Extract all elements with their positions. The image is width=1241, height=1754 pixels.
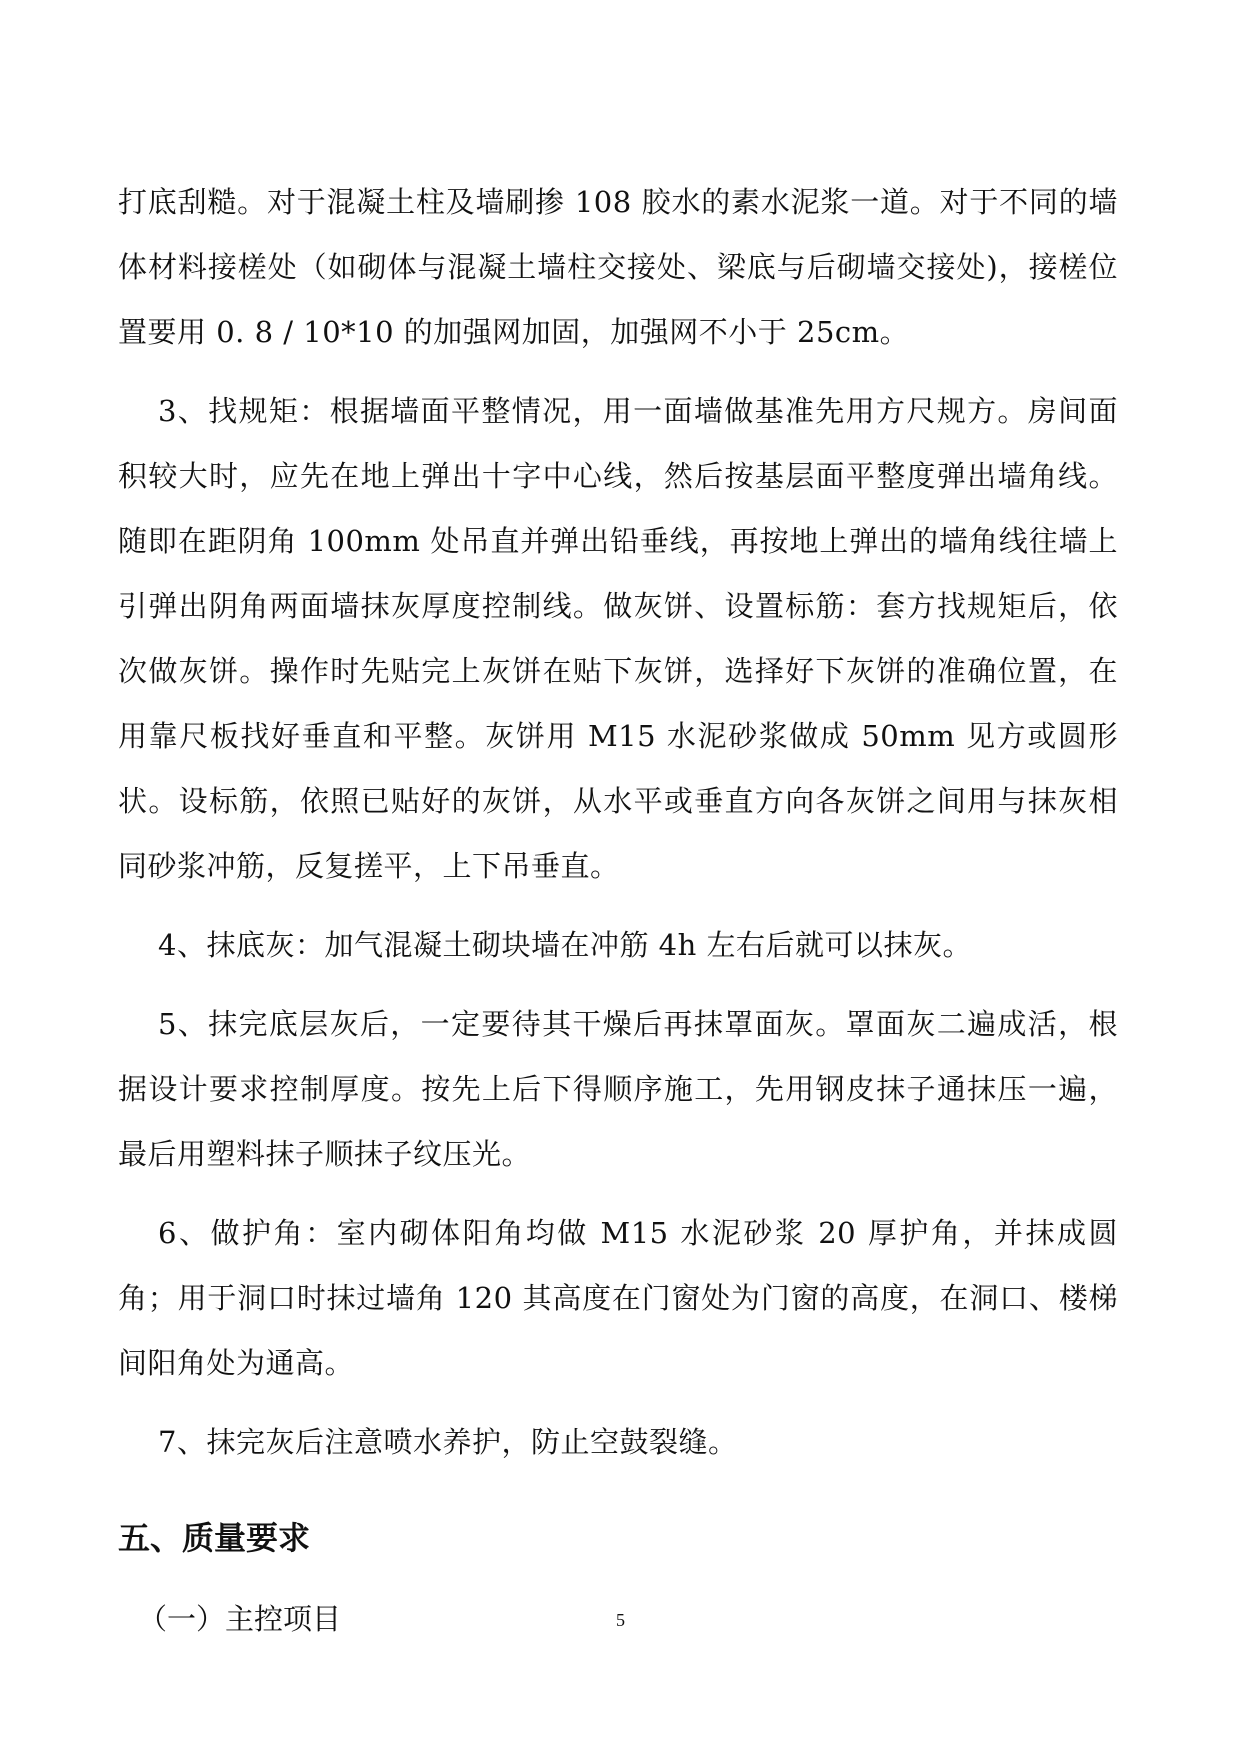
paragraph-step-4: 4、抹底灰：加气混凝土砌块墙在冲筋 4h 左右后就可以抹灰。: [158, 928, 973, 962]
paragraph-step-3: 3、找规矩：根据墙面平整情况，用一面墙做基准先用方尺规方。房间面积较大时，应先在地上弹出十字中心线，然后按基层面平整度弹出墙角线。随即在距阴角 100mm 处吊直并弹出铅垂线，再按地上弹出的墙角线往墙上引弹出阴角两面墙抹灰厚度控制线。做灰饼、设置标筋：套方找规矩后，依次做灰饼。操作时先贴完上灰饼在贴下灰饼，选择好下灰饼的准确位置，在用靠尺板找好垂直和平整。灰饼用 M15 水泥砂浆做成 50mm 见方或圆形状。设标筋，依照已贴好的灰饼，从水平或垂直方向各灰饼之间用与抹灰相同砂浆冲筋，反复搓平，上下吊垂直。: [118, 394, 1118, 883]
sub-heading: （一）主控项目: [138, 1602, 342, 1636]
page-content: [118, 170, 1118, 1652]
page-number: 5: [616, 1610, 625, 1630]
paragraph-step-6: 6、做护角：室内砌体阳角均做 M15 水泥砂浆 20 厚护角，并抹成圆角；用于洞口时抹过墙角 120 其高度在门窗处为门窗的高度，在洞口、楼梯间阳角处为通高。: [118, 1216, 1118, 1380]
paragraph-continuation: 打底刮糙。对于混凝土柱及墙刷掺 108 胶水的素水泥浆一道。对于不同的墙体材料接槎处（如砌体与混凝土墙柱交接处、梁底与后砌墙交接处)，接槎位置要用 0. 8 / 10*10 的加强网加固，加强网不小于 25cm。: [118, 185, 1118, 349]
paragraph-step-7: 7、抹完灰后注意喷水养护，防止空鼓裂缝。: [158, 1425, 738, 1459]
section-heading: 五、质量要求: [118, 1519, 311, 1557]
paragraph-step-5: 5、抹完底层灰后，一定要待其干燥后再抹罩面灰。罩面灰二遍成活，根据设计要求控制厚度。按先上后下得顺序施工，先用钢皮抹子通抹压一遍，最后用塑料抹子顺抹子纹压光。: [118, 1007, 1118, 1171]
